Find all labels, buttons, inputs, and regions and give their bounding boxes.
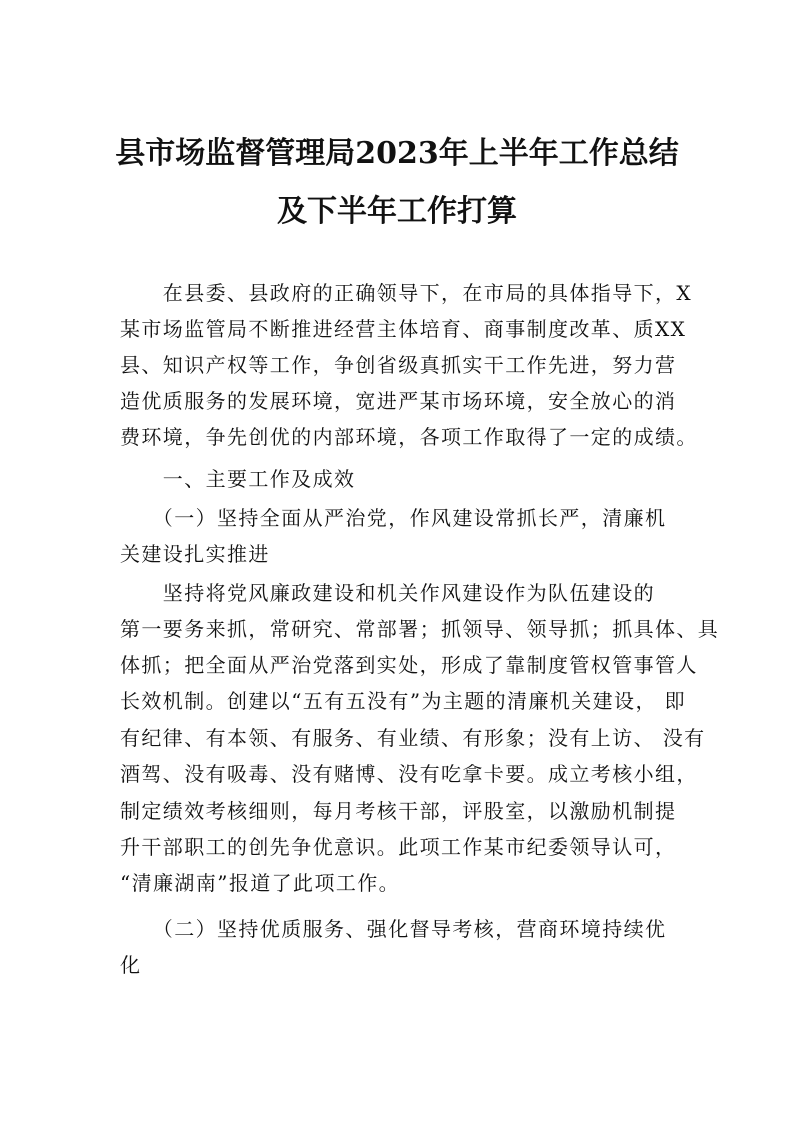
paragraph-line: 费环境，争先创优的内部环境，各项工作取得了一定的成绩。	[120, 425, 698, 449]
subsection-heading: （二）坚持优质服务、强化督导考核，营商环境持续优	[120, 917, 667, 941]
paragraph-line: 某市场监管局不断推进经营主体培育、商事制度改革、质XX	[120, 317, 687, 341]
paragraph-line: 制定绩效考核细则，每月考核干部，评股室，以激励机制提	[120, 799, 677, 823]
paragraph-line: 长效机制。创建以“五有五没有”为主题的清廉机关建设， 即	[120, 689, 687, 713]
subsection-heading: 化	[120, 953, 142, 977]
paragraph-line: 造优质服务的发展环境，宽进严某市场环境，安全放心的消	[120, 389, 677, 413]
section-heading: 一、主要工作及成效	[120, 467, 356, 491]
paragraph-line: 酒驾、没有吸毒、没有赌博、没有吃拿卡要。成立考核小组，	[120, 762, 698, 786]
subsection-heading: 关建设扎实推进	[120, 542, 270, 566]
paragraph-line: 县、知识产权等工作，争创省级真抓实干工作先进，努力营	[120, 353, 677, 377]
paragraph-line: 体抓；把全面从严治党落到实处，形成了靠制度管权管事管人	[120, 653, 698, 677]
paragraph-line: “清廉湖南”报道了此项工作。	[120, 871, 401, 895]
paragraph-line: 坚持将党风廉政建设和机关作风建设作为队伍建设的	[120, 581, 655, 605]
paragraph-line: 升干部职工的创先争优意识。此项工作某市纪委领导认可，	[120, 835, 677, 859]
paragraph-line: 在县委、县政府的正确领导下，在市局的具体指导下，X	[120, 281, 693, 305]
subsection-heading: （一）坚持全面从严治党，作风建设常抓长严，清廉机	[120, 506, 667, 530]
paragraph-line: 第一要务来抓，常研究、常部署；抓领导、领导抓；抓具体、具	[120, 617, 720, 641]
document-title-line-1: 县市场监督管理局2023年上半年工作总结	[115, 136, 679, 171]
paragraph-line: 有纪律、有本领、有服务、有业绩、有形象；没有上访、 没有	[120, 726, 706, 750]
document-title-line-2: 及下半年工作打算	[277, 194, 517, 229]
